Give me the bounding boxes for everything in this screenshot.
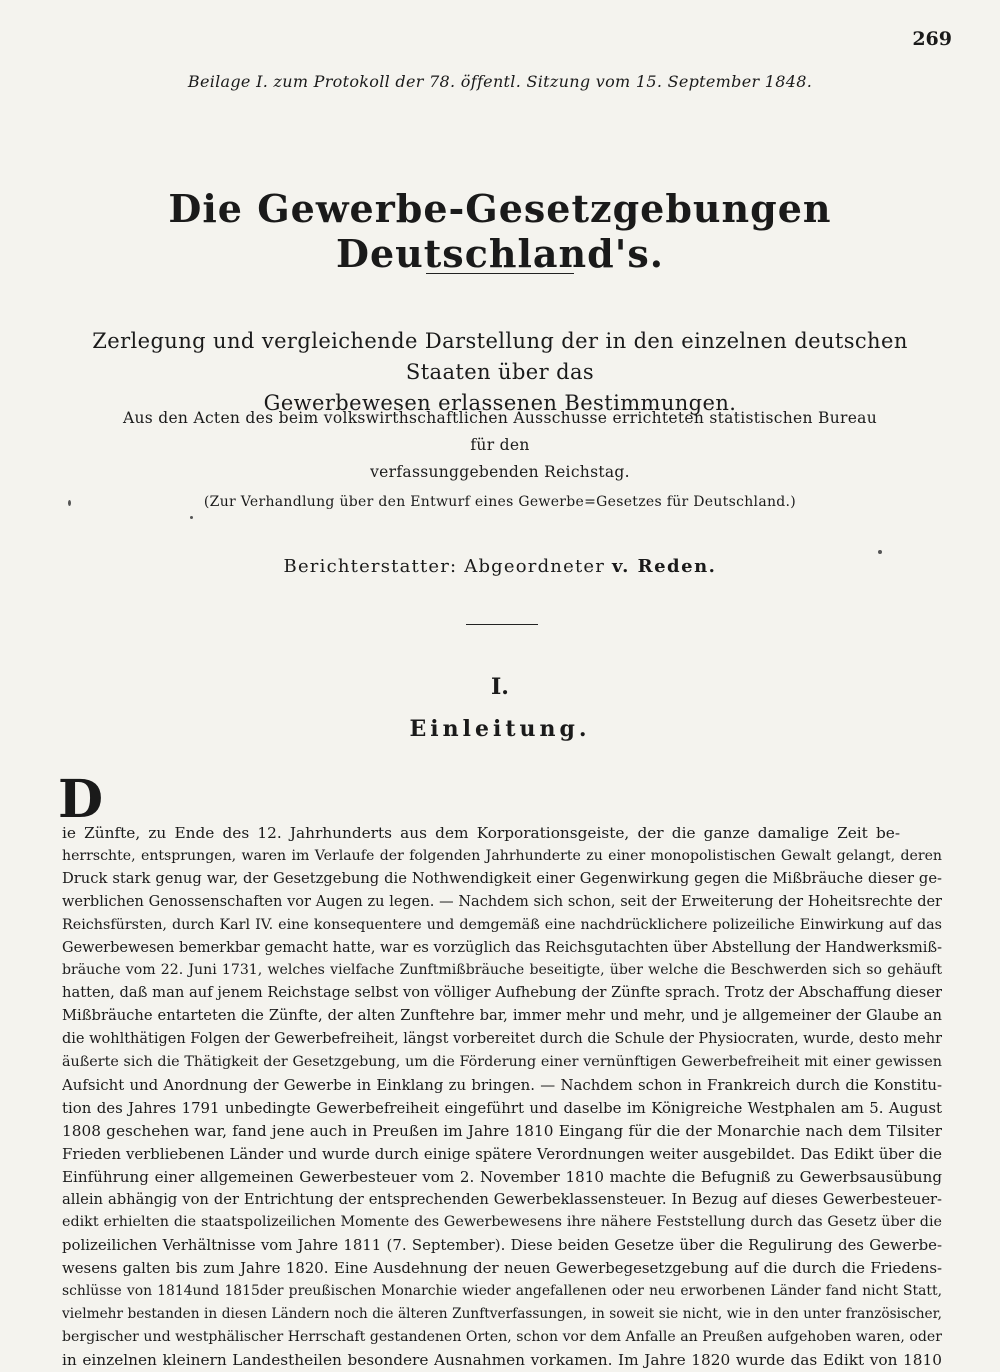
running-header: Beilage I. zum Protokoll der 78. öffentl. Sitzung vom 15. September 1848. <box>187 72 813 91</box>
title-divider <box>426 273 574 274</box>
subtitle-line: Gewerbewesen erlassenen Bestimmungen. <box>263 391 737 415</box>
body-line: herrschte, entsprungen, waren im Verlaufe der folgenden Jahrhunderte zu einer monopolistischen Gewalt gelangt, deren <box>62 847 942 864</box>
ink-speck <box>190 516 193 519</box>
body-line: vielmehr bestanden in diesen Ländern noch die älteren Zunftverfassungen, in soweit sie nicht, wie in den unter französischer, <box>62 1306 942 1323</box>
ink-speck <box>878 550 882 554</box>
body-line: allein abhängig von der Entrichtung der entsprechenden Gewerbeklassensteuer. In Bezug auf dieses Gewerbesteuer- <box>62 1190 942 1208</box>
body-line: die wohlthätigen Folgen der Gewerbefreiheit, längst vorbereitet durch die Schule der Physiocraten, wurde, desto mehr <box>62 1031 942 1048</box>
ink-speck <box>68 500 71 506</box>
page-number: 269 <box>912 28 952 50</box>
body-line: bräuche vom 22. Juni 1731, welches vielfache Zunftmißbräuche beseitigte, über welche die Beschwerden sich so gehäuft <box>62 962 942 979</box>
body-line: schlüsse von 1814und 1815der preußischen Monarchie wieder angefallenen oder neu erworbenen Länder fand nicht Statt, <box>62 1283 942 1300</box>
source-statement <box>120 405 880 486</box>
body-line: äußerte sich die Thätigkeit der Gesetzgebung, um die Förderung einer vernünftigen Gewerbefreiheit mit einer gewissen <box>62 1054 942 1071</box>
body-line: Aufsicht und Anordnung der Gewerbe in Einklang zu bringen. — Nachdem schon in Frankreich durch die Konstitu- <box>62 1075 942 1094</box>
body-line: Reichsfürsten, durch Karl IV. eine konsequentere und demgemäß eine nachdrücklichere polizeiliche Einwirkung auf das <box>62 916 942 933</box>
body-line: wesens galten bis zum Jahre 1820. Eine Ausdehnung der neuen Gewerbegesetzgebung auf die durch die Friedens- <box>62 1259 942 1278</box>
body-line: ie Zünfte, zu Ende des 12. Jahrhunderts aus dem Korporationsgeiste, der die ganze damalige Zeit be- <box>62 824 900 842</box>
body-line: werblichen Genossenschaften vor Augen zu legen. — Nachdem sich schon, seit der Erweiterung der Hoheitsrechte der <box>62 893 942 910</box>
body-line: Mißbräuche entarteten die Zünfte, der alten Zunftehre bar, immer mehr und mehr, und je allgemeiner der Glaube an <box>62 1007 942 1025</box>
body-line: Frieden verbliebenen Länder und wurde durch einige spätere Verordnungen weiter ausgebildet. Das Edikt über die <box>62 1144 942 1163</box>
document-title: Die Gewerbe-Gesetzgebungen Deutschland's. <box>168 186 832 276</box>
body-line: Einführung einer allgemeinen Gewerbesteuer vom 2. November 1810 machte die Befugniß zu Gewerbsausübung <box>62 1167 942 1186</box>
reporter-label: Berichterstatter: Abgeordneter <box>283 556 606 577</box>
body-line: bergischer und westphälischer Herrschaft gestandenen Orten, schon vor dem Anfalle an Preußen aufgehoben waren, oder <box>62 1328 942 1345</box>
body-line: Druck stark genug war, der Gesetzgebung die Nothwendigkeit einer Gegenwirkung gegen die Mißbräuche dieser ge- <box>62 869 942 887</box>
drop-capital: D <box>58 769 104 830</box>
source-line: verfassunggebenden Reichstag. <box>370 463 630 481</box>
body-line: hatten, daß man auf jenem Reichstage selbst von völliger Aufhebung der Zünfte sprach. Trotz der Abschaffung dieser <box>62 984 942 1002</box>
section-number: I. <box>491 674 509 700</box>
body-line: 1808 geschehen war, fand jene auch in Preußen im Jahre 1810 Eingang für die der Monarchie nach dem Tilsiter <box>62 1121 942 1140</box>
body-line: in einzelnen kleinern Landestheilen besondere Ausnahmen vorkamen. Im Jahre 1820 wurde das Edikt von 1810 <box>62 1350 942 1369</box>
body-line: edikt erhielten die staatspolizeilichen Momente des Gewerbewesens ihre nähere Feststellung durch das Gesetz über die <box>62 1214 942 1231</box>
section-heading: Einleitung. <box>409 716 591 742</box>
source-line: Aus den Acten des beim volkswirthschaftlichen Ausschusse errichteten statistischen Bureau für den <box>122 409 878 454</box>
reporter-line <box>0 556 1000 577</box>
subtitle-line: Zerlegung und vergleichende Darstellung der in den einzelnen deutschen Staaten über das <box>92 329 908 384</box>
body-line: tion des Jahres 1791 unbedingte Gewerbefreiheit eingeführt und daselbe im Königreiche Westphalen am 5. August <box>62 1098 942 1117</box>
body-line: polizeilichen Verhältnisse vom Jahre 1811 (7. September). Diese beiden Gesetze über die Regulirung des Gewerbe- <box>62 1236 942 1255</box>
body-line: Gewerbewesen bemerkbar gemacht hatte, war es vorzüglich das Reichsgutachten über Abstellung der Handwerksmiß- <box>62 939 942 956</box>
procedural-note: (Zur Verhandlung über den Entwurf eines Gewerbe=Gesetzes für Deutschland.) <box>203 494 797 510</box>
reporter-name: v. Reden. <box>611 556 717 577</box>
section-divider <box>466 624 538 625</box>
body-paragraph <box>58 769 942 1372</box>
